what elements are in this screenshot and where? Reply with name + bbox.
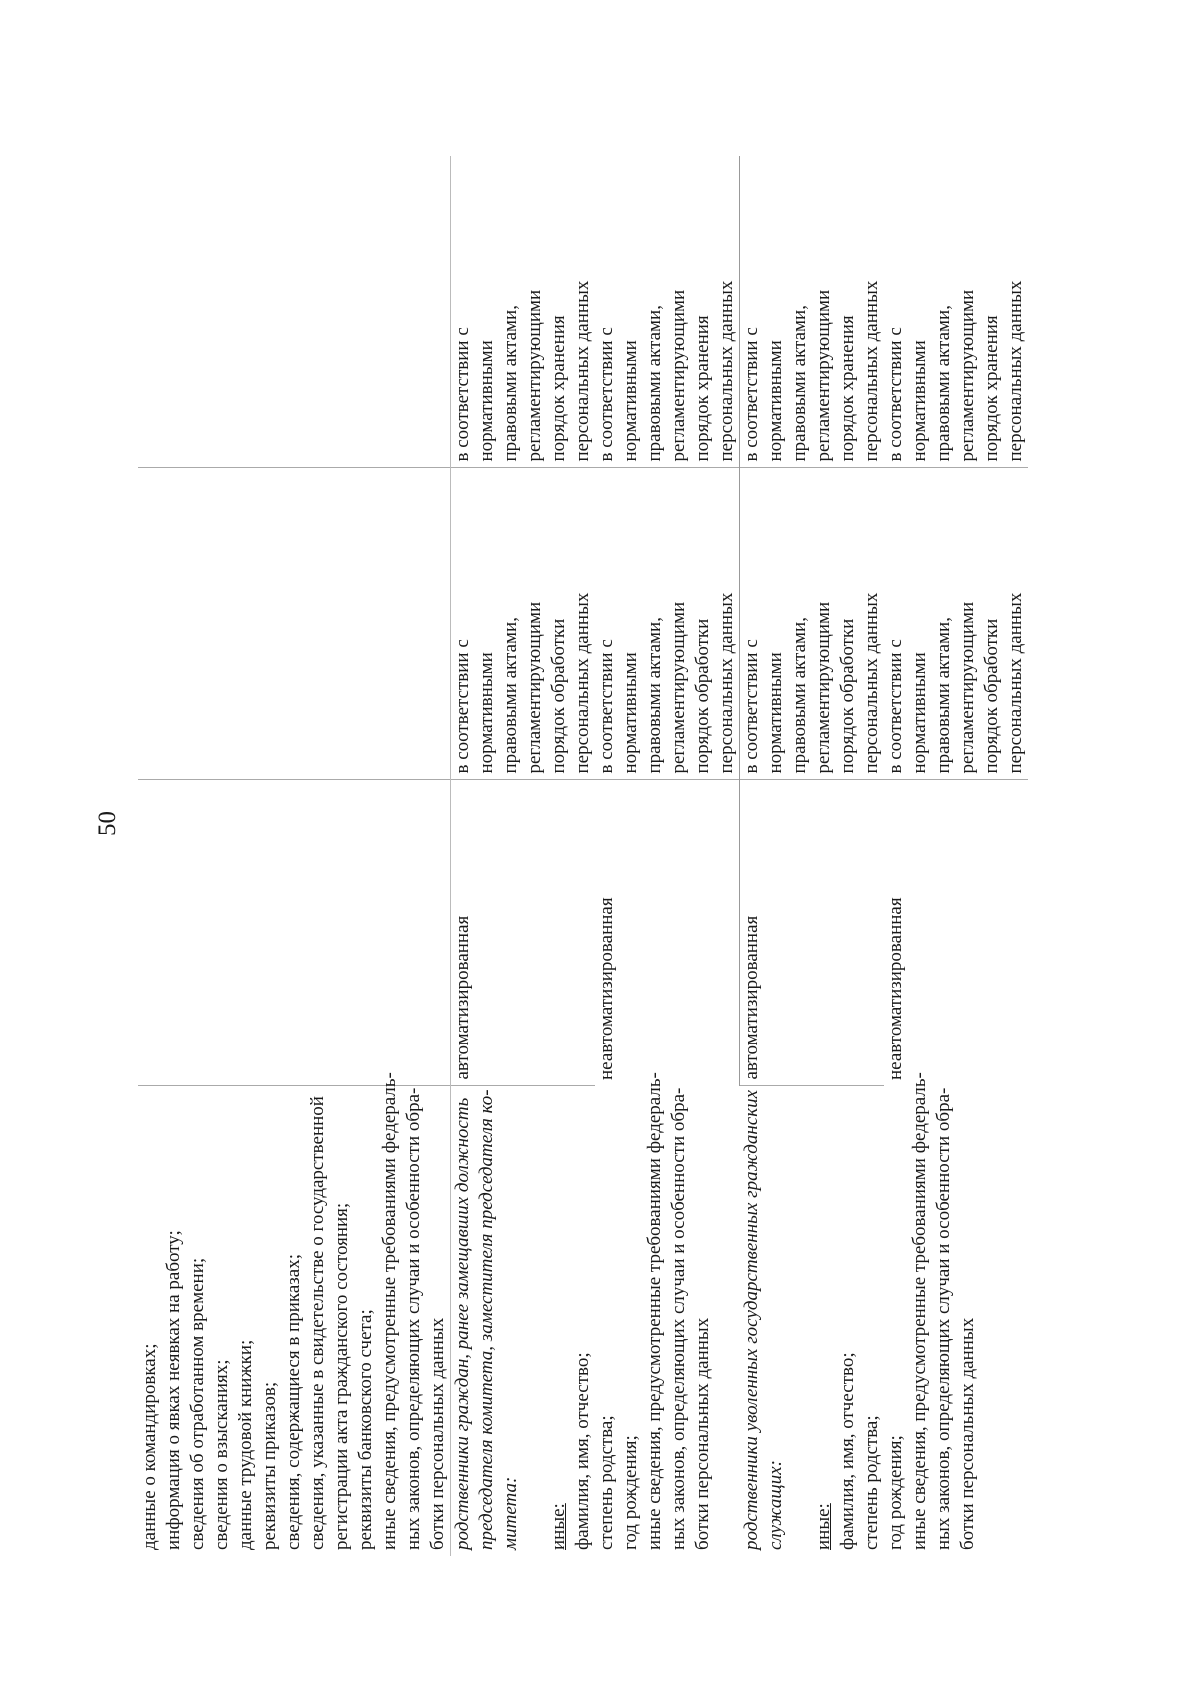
text-line: фамилия, имя, отчество; (572, 1352, 593, 1550)
text-line: порядок хранения (837, 315, 858, 462)
text-line: в соответствии с (452, 639, 473, 774)
text-line: сведения о взысканиях; (211, 1359, 232, 1550)
text-line: фамилия, имя, отчество; (836, 1352, 858, 1550)
text-line: год рождения; (884, 1435, 906, 1550)
data-categories-cell (138, 1072, 451, 1556)
text-line: регламентирующими (813, 601, 834, 774)
text-line: иные сведения, предусмотренные требованиями федераль- (379, 1072, 400, 1550)
text-line: правовыми актами, (500, 305, 521, 462)
text-line: персональных данных (716, 592, 737, 774)
text-line: сведения об отработанном времени; (187, 1257, 208, 1550)
processing-mode-cell (138, 780, 451, 1086)
text-line: в соответствии с (741, 327, 762, 462)
category-heading: митета: (500, 1476, 521, 1550)
storage-procedure-cell (884, 156, 1028, 468)
text-line: правовыми актами, (789, 305, 810, 462)
text-line: регламентирующими (957, 601, 978, 774)
text-line: правовыми актами, (933, 305, 954, 462)
storage-procedure-cell (595, 156, 740, 468)
text-line: порядок обработки (692, 618, 713, 774)
others-label: иные: (812, 1503, 834, 1550)
text-line: ных законов, определяющих случаи и особенности обра- (403, 1087, 424, 1550)
text-line: нормативными (765, 652, 786, 774)
table-row (138, 156, 451, 1556)
text-line: персональных данных (572, 592, 593, 774)
others-label: иные: (548, 1503, 569, 1550)
text-line: порядок обработки (548, 618, 569, 774)
text-line: регламентирующими (524, 601, 545, 774)
text-line: степень родства; (596, 1415, 617, 1550)
category-heading: председателя комитета, заместителя председателя ко- (476, 1089, 497, 1550)
text-line: сведения, содержащиеся в приказах; (283, 1254, 304, 1550)
category-heading: родственники уволенных государственных гражданских (740, 1089, 762, 1550)
rotated-page (138, 156, 1068, 1556)
text-line: ных законов, определяющих случаи и особенности обра- (668, 1087, 689, 1550)
text-line: в соответствии с (741, 639, 762, 774)
text-line: регламентирующими (668, 289, 689, 462)
page-number: 50 (94, 811, 121, 836)
text-line: персональных данных (861, 280, 882, 462)
text-line: в соответствии с (452, 327, 473, 462)
text-line: сведения, указанные в свидетельстве о государственной (307, 1096, 328, 1550)
text-line: регламентирующими (524, 289, 545, 462)
text-line: персональных данных (1005, 280, 1026, 462)
text-line: регламентирующими (813, 289, 834, 462)
text-line: нормативными (620, 340, 641, 462)
text-line: нормативными (476, 340, 497, 462)
text-line: реквизиты банковского счета; (355, 1309, 376, 1550)
text-line: в соответствии с (596, 327, 617, 462)
text-line: нормативными (620, 652, 641, 774)
text-line: нормативными (909, 652, 930, 774)
data-categories-cell (451, 1072, 740, 1556)
category-heading: служащих: (764, 1460, 786, 1550)
text-line: степень родства; (860, 1415, 882, 1550)
text-line: данные трудовой книжки; (235, 1339, 256, 1550)
text-line: порядок хранения (548, 315, 569, 462)
text-line: нормативными (909, 340, 930, 462)
data-categories-cell (740, 1072, 1029, 1556)
processing-mode-cell: автоматизированная (740, 780, 885, 1086)
text-line: правовыми актами, (933, 617, 954, 774)
text-line: иные сведения, предусмотренные требованиями федераль- (908, 1072, 930, 1550)
processing-procedure-cell (451, 468, 596, 780)
text-line: нормативными (476, 652, 497, 774)
storage-procedure-cell (740, 156, 885, 468)
processing-mode-cell: автоматизированная (451, 780, 596, 1086)
processing-mode-cell: неавтоматизированная (885, 897, 906, 1080)
table-row (740, 156, 885, 1556)
text-line: персональных данных (572, 280, 593, 462)
processing-procedure-cell (138, 468, 451, 780)
processing-procedure-cell (740, 468, 885, 780)
text-line: ботки персональных данных (427, 1317, 448, 1550)
text-line: реквизиты приказов; (259, 1381, 280, 1550)
text-line: правовыми актами, (644, 617, 665, 774)
text-line: в соответствии с (596, 639, 617, 774)
text-line: регламентирующими (668, 601, 689, 774)
text-line: регистрации акта гражданского состояния; (331, 1202, 352, 1550)
text-line: персональных данных (1005, 592, 1026, 774)
text-line: персональных данных (861, 592, 882, 774)
personal-data-table (138, 156, 1028, 1556)
text-line: год рождения; (620, 1435, 641, 1550)
text-line: ботки персональных данных (692, 1317, 713, 1550)
text-line: ботки персональных данных (956, 1317, 978, 1550)
text-line: информация о явках неявках на работу; (163, 1230, 184, 1550)
processing-mode-cell: неавтоматизированная (595, 780, 740, 1086)
text-line: порядок обработки (837, 618, 858, 774)
text-line: правовыми актами, (500, 617, 521, 774)
storage-procedure-cell (451, 156, 596, 468)
text-line: порядок хранения (981, 315, 1002, 462)
text-line: порядок хранения (692, 315, 713, 462)
text-line: в соответствии с (885, 327, 906, 462)
text-line: иные сведения, предусмотренные требованиями федераль- (644, 1072, 665, 1550)
text-line: ных законов, определяющих случаи и особенности обра- (932, 1087, 954, 1550)
text-line: порядок обработки (981, 618, 1002, 774)
table-row (451, 156, 596, 1556)
text-line: правовыми актами, (789, 617, 810, 774)
text-line: персональных данных (716, 280, 737, 462)
text-line: данные о командировках; (139, 1343, 160, 1550)
text-line: правовыми актами, (644, 305, 665, 462)
text-line: в соответствии с (885, 639, 906, 774)
text-line: регламентирующими (957, 289, 978, 462)
processing-procedure-cell (884, 468, 1028, 780)
text-line: нормативными (765, 340, 786, 462)
processing-procedure-cell (595, 468, 740, 780)
storage-procedure-cell (138, 156, 451, 468)
category-heading: родственники граждан, ранее замещавших должность (452, 1097, 473, 1550)
